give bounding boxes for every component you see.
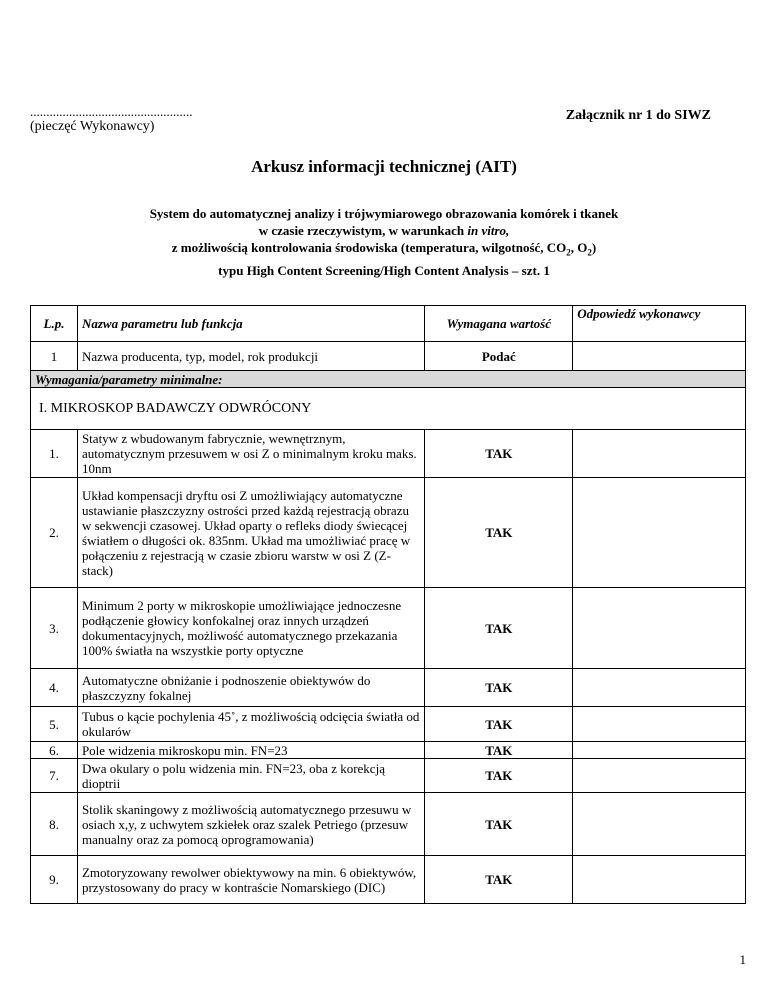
table-row xyxy=(31,430,746,478)
header-required: Wymagana wartość xyxy=(425,306,573,342)
row-num: 6. xyxy=(31,742,78,759)
table-row xyxy=(31,669,746,707)
subtitle-line-4: typu High Content Screening/High Content Analysis – szt. 1 xyxy=(218,262,550,278)
document-title: Arkusz informacji technicznej (AIT) xyxy=(251,157,517,176)
row-text: Dwa okulary o polu widzenia min. FN=23, oba z korekcją dioptrii xyxy=(77,759,424,793)
row-text: Zmotoryzowany rewolwer obiektywowy na min. 6 obiektywów, przystosowany do pracy w kontraście Nomarskiego (DIC) xyxy=(77,856,424,904)
row-value: TAK xyxy=(425,478,573,588)
producer-answer-cell[interactable] xyxy=(573,342,746,371)
row-num: 9. xyxy=(31,856,78,904)
page-number: 1 xyxy=(739,952,746,967)
row-value: TAK xyxy=(425,793,573,856)
row-value: TAK xyxy=(425,759,573,793)
row-text: Statyw z wbudowanym fabrycznie, wewnętrznym, automatycznym przesuwem w osi Z o minimalnym kroku maks. 10nm xyxy=(77,430,424,478)
table-row xyxy=(31,759,746,793)
row-answer-cell[interactable] xyxy=(573,793,746,856)
row-value: TAK xyxy=(425,669,573,707)
subtitle-line-1: System do automatycznej analizy i trójwymiarowego obrazowania komórek i tkanek xyxy=(149,206,619,221)
row-answer-cell[interactable] xyxy=(573,669,746,707)
row-value: TAK xyxy=(425,856,573,904)
row-num: 1. xyxy=(31,430,78,478)
row-num: 7. xyxy=(31,759,78,793)
row-num: 8. xyxy=(31,793,78,856)
stamp-dotted-line: .................................................. xyxy=(30,104,193,119)
stamp-label: (pieczęć Wykonawcy) xyxy=(30,119,155,134)
producer-name: Nazwa producenta, typ, model, rok produkcji xyxy=(77,342,424,371)
table-row xyxy=(31,742,746,759)
section-row xyxy=(31,371,746,388)
subtitle-line-2: w czasie rzeczywistym, w warunkach in vitro, xyxy=(258,223,510,238)
row-num: 3. xyxy=(31,588,78,669)
subtitle-line-3: z możliwością kontrolowania środowiska (temperatura, wilgotność, $CO_2$, $O_2$) xyxy=(171,240,597,258)
producer-value: Podać xyxy=(425,342,573,371)
row-text: Automatyczne obniżanie i podnoszenie obiektywów do płaszczyzny fokalnej xyxy=(77,669,424,707)
row-answer-cell[interactable] xyxy=(573,588,746,669)
row-num: 5. xyxy=(31,707,78,742)
row-answer-cell[interactable] xyxy=(573,856,746,904)
row-answer-cell[interactable] xyxy=(573,759,746,793)
row-answer-cell[interactable] xyxy=(573,478,746,588)
header-answer: Odpowiedź wykonawcy xyxy=(573,306,746,342)
section-label: Wymagania/parametry minimalne: xyxy=(31,371,746,388)
header-name: Nazwa parametru lub funkcja xyxy=(77,306,424,342)
producer-num: 1 xyxy=(31,342,78,371)
row-value: TAK xyxy=(425,707,573,742)
group-row xyxy=(31,388,746,430)
row-text: Układ kompensacji dryftu osi Z umożliwiający automatyczne ustawianie płaszczyzny ostrości przed każdą rejestracją obrazu w sekwencji czasowej. Układ oparty o refleks diody świecącej światłem o długości ok. 835nm. Układ ma umożliwiać pracę w połączeniu z rejestracją w czasie zbioru warstw w osi Z (Z-stack) xyxy=(77,478,424,588)
row-value: TAK xyxy=(425,588,573,669)
producer-row xyxy=(31,342,746,371)
row-text: Pole widzenia mikroskopu min. FN=23 xyxy=(77,742,424,759)
table-row xyxy=(31,856,746,904)
row-value: TAK xyxy=(425,742,573,759)
table-row xyxy=(31,793,746,856)
requirements-table xyxy=(30,305,746,904)
document-subtitle xyxy=(60,205,708,279)
row-text: Tubus o kącie pochylenia 45˚, z możliwością odcięcia światła od okularów xyxy=(77,707,424,742)
row-answer-cell[interactable] xyxy=(573,707,746,742)
table-row xyxy=(31,588,746,669)
table-header-row xyxy=(31,306,746,342)
row-answer-cell[interactable] xyxy=(573,742,746,759)
row-num: 2. xyxy=(31,478,78,588)
row-value: TAK xyxy=(425,430,573,478)
row-num: 4. xyxy=(31,669,78,707)
table-row xyxy=(31,478,746,588)
row-answer-cell[interactable] xyxy=(573,430,746,478)
attachment-label: Załącznik nr 1 do SIWZ xyxy=(565,108,711,123)
header-lp: L.p. xyxy=(31,306,78,342)
table-row xyxy=(31,707,746,742)
row-text: Stolik skaningowy z możliwością automatycznego przesuwu w osiach x,y, z uchwytem szkiełek oraz szalek Petriego (przesuw manualny oraz za pomocą oprogramowania) xyxy=(77,793,424,856)
row-text: Minimum 2 porty w mikroskopie umożliwiające jednoczesne podłączenie głowicy konfokalnej oraz innych urządzeń dokumentacyjnych, możliwość automatycznego przekazania 100% światła na wszystkie porty optyczne xyxy=(77,588,424,669)
group-label: I. MIKROSKOP BADAWCZY ODWRÓCONY xyxy=(31,388,746,430)
